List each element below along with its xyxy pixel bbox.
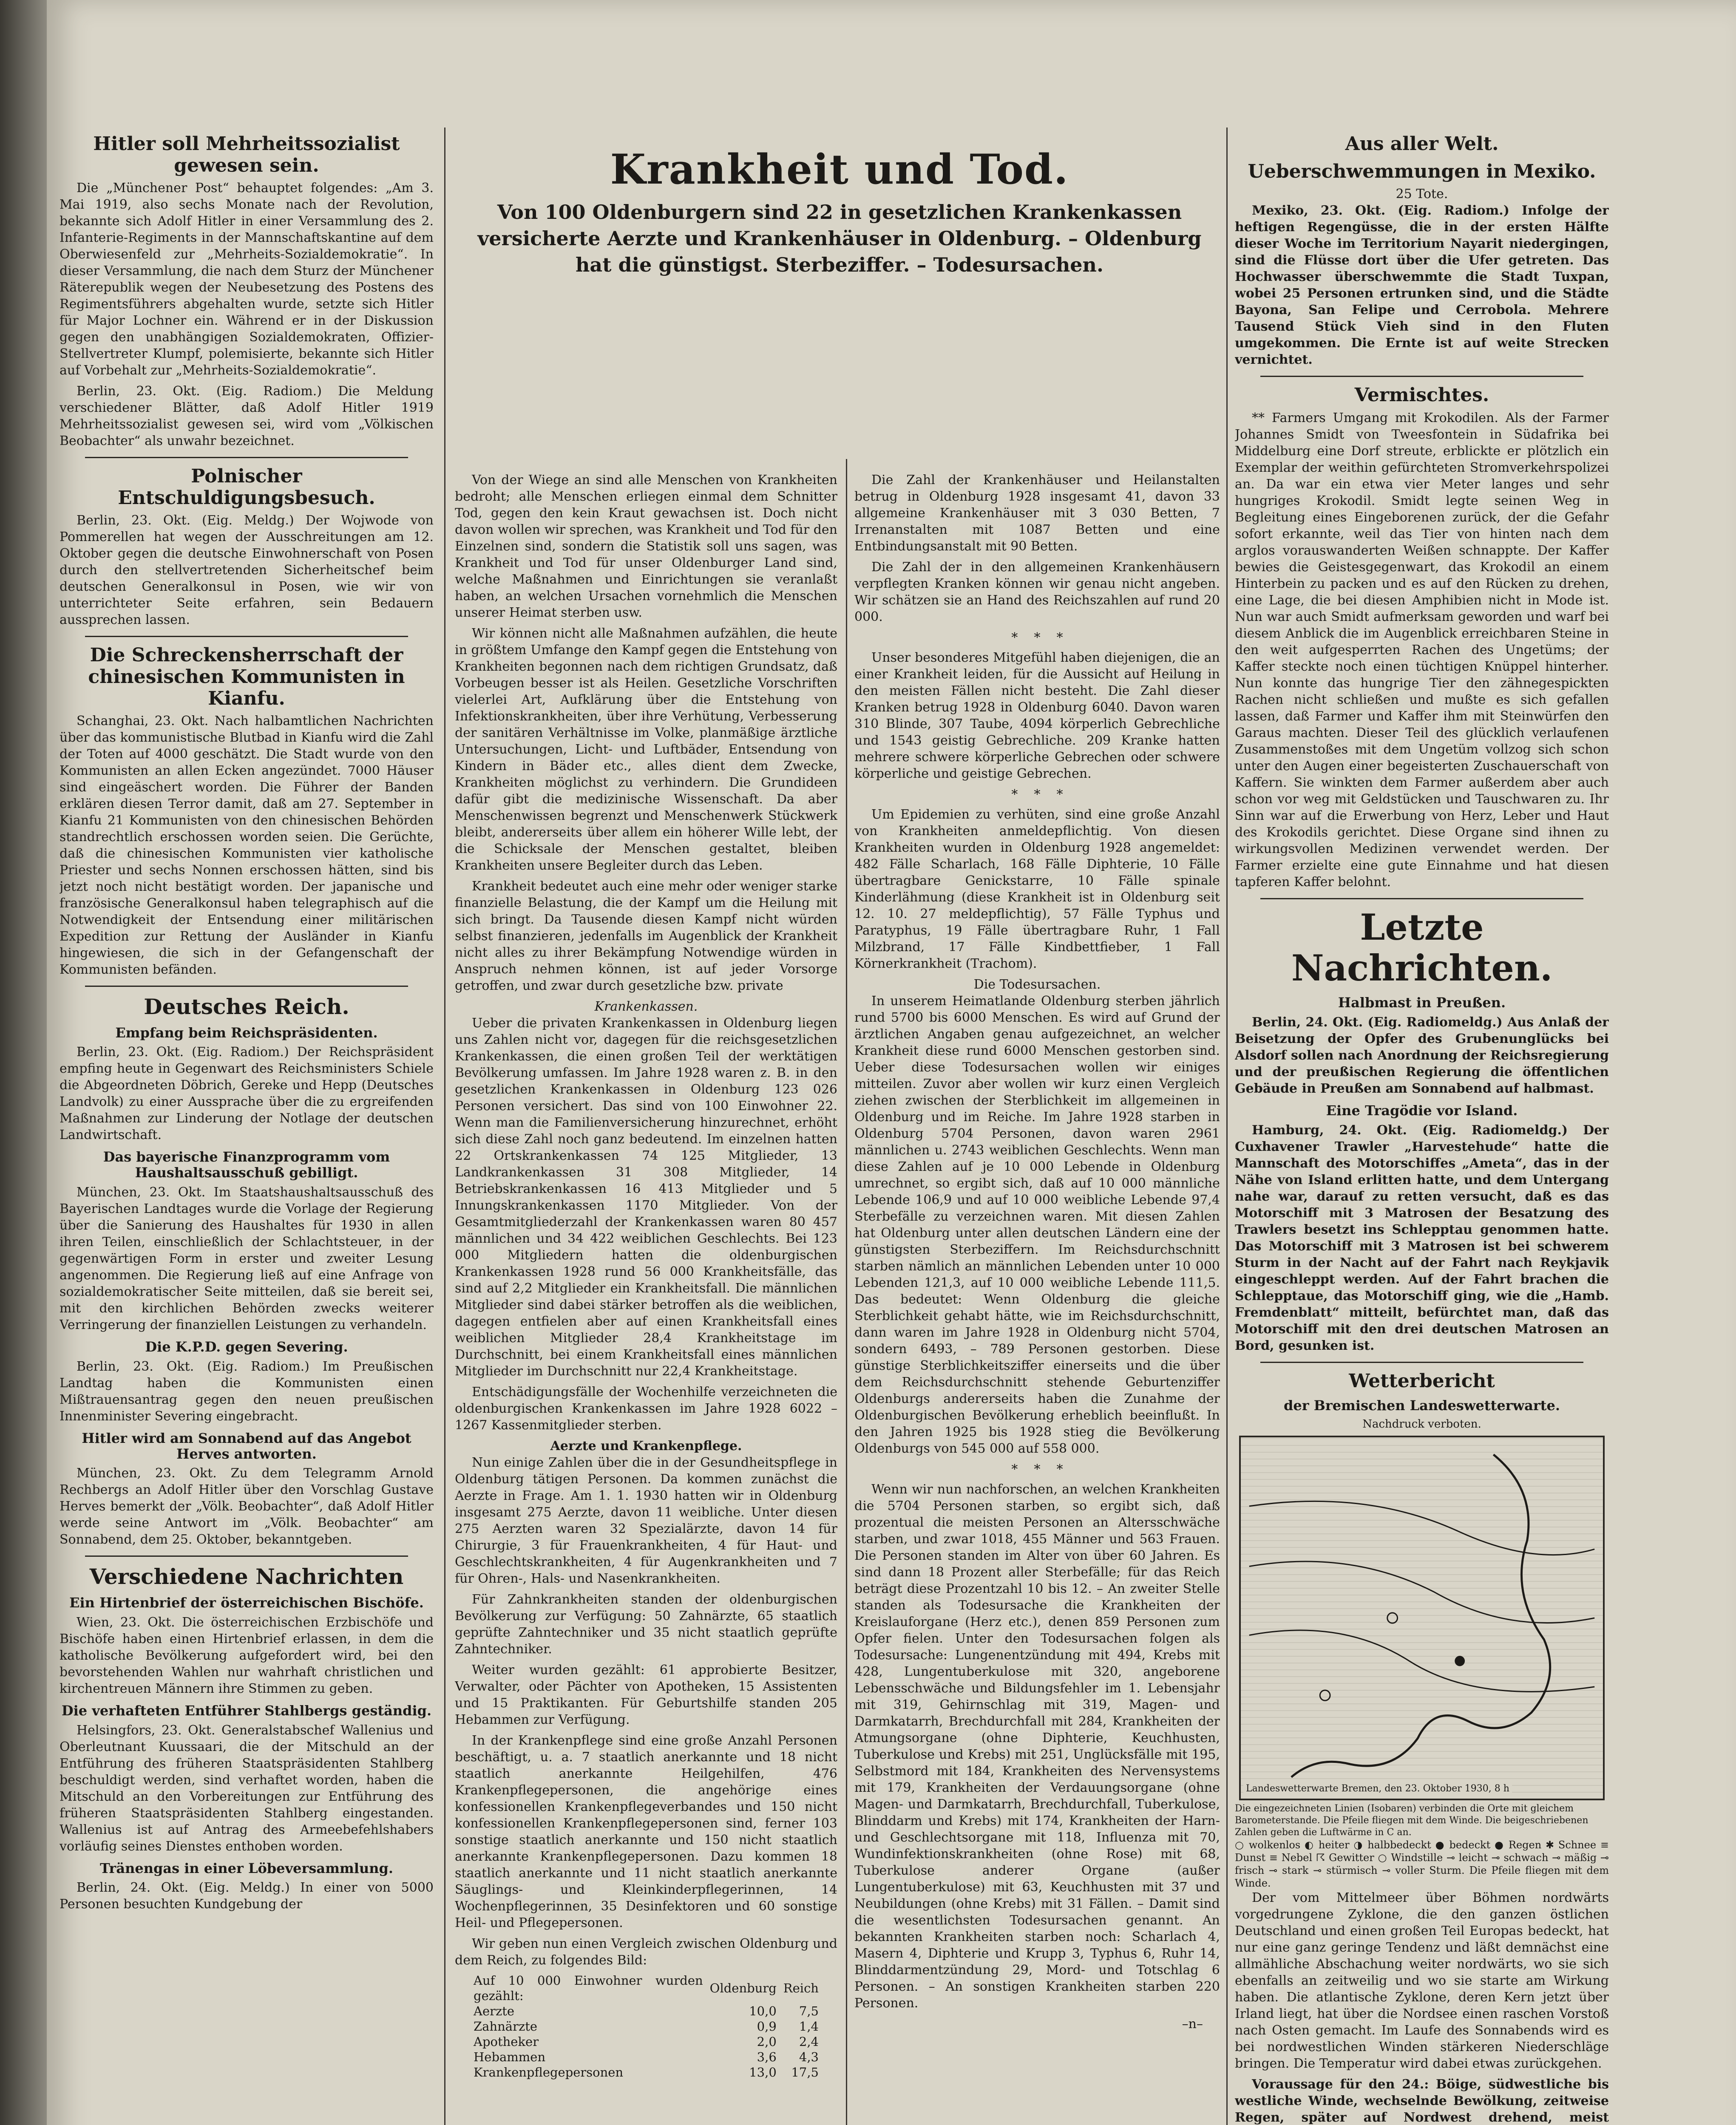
section-title: Letzte Nachrichten. (1291, 906, 1553, 989)
article-text: Ueber die privaten Krankenkassen in Oldenburg liegen uns Zahlen nicht vor, dagegen für die reichsgesetzlichen Krankenkassen, die einen großen Teil der werktätigen Bevölkerung umfassen. Im Jahre 1928 waren z. B. in den gesetzlichen Krankenkassen in Oldenburg 123 026 Personen versichert. Das sind von 100 Einwohner 22. Wenn man die Familienversicherung hinzurechnet, erhöht sich diese Zahl noch ganz bedeutend. Im einzelnen hatten 22 Ortskrankenkassen 74 125 Mitglieder, 13 Landkrankenkassen 31 308 Mitglieder, 14 Betriebskrankenkassen 16 413 Mitglieder und 5 Innungskrankenkassen 1170 Mitglieder. Von der Gesamtmitgliederzahl der Krankenkassen waren 80 457 männlichen und 34 422 weiblichen Geschlechts. Bei 123 000 Mitgliedern hatten die oldenburgischen Krankenkassen 1928 rund 56 000 Krankheitsfälle, das sind auf 2,2 Mitglieder ein Krankheitsfall. Die männlichen Mitglieder sind dabei stärker betroffen als die weiblichen, dagegen entfielen aber auf einen Krankheitsfall eines weiblichen Mitglieder 28,4 Krankheitstage im Durchschnitt, bei einem Krankheitsfall eines männlichen Mitglieder im Durchschnitt nur 22,4 Krankheitstage. (455, 1016, 837, 1379)
table-cell: 1,4 (799, 2019, 819, 2034)
article-text: Wir geben nun einen Vergleich zwischen Oldenburg und dem Reich, zu folgendes Bild: (455, 1936, 837, 1968)
article-text: Von der Wiege an sind alle Menschen von Krankheiten bedroht; alle Menschen erliegen einmal dem Schnitter Tod, gegen den kein Kraut gewachsen ist. Doch nicht davon wollen wir sprechen, was Krankheit und Tod für den Einzelnen sind, sondern die Statistik soll uns sagen, was Krankheit und Tod für unser Oldenburger Land sind, welche Maßnahmen und Einrichtungen sie veranlaßt haben, an welchen Ursachen vornehmlich die Menschen unserer Heimat sterben usw. (455, 473, 837, 620)
article-text: Hamburg, 24. Okt. (Eig. Radiomeldg.) Der Cuxhavener Trawler „Harvestehude“ hatte die Mannschaft des Motorschiffes „Ameta“, das in der Nähe von Island erlitten hatte, und dem Untergang nahe war, darauf zu retten versucht, daß es das Motorschiff mit 3 Matrosen der Besatzung des Trawlers besetzt ins Schlepptau genommen hatte. Das Motorschiff mit 3 Matrosen ist bei schwerem Sturm in der Nacht auf der Fahrt nach Reykjavik eingeschleppt werden. Auf der Fahrt brachen die Schlepptaue, das Motorschiff ging, wie die „Hamb. Fremdenblatt“ mitteilt, befürchtet man, daß das Motorschiff mit den drei deutschen Matrosen an Bord, gesunken ist. (1235, 1122, 1609, 1353)
center-header (459, 140, 1220, 472)
article-text: Wir können nicht alle Maßnahmen aufzählen, die heute in größtem Umfange den Kampf gegen die Entstehung von Krankheiten begonnen nach dem richtigen Grundsatz, daß Vorbeugen besser ist als Heilen. Gesetzliche Vorschriften vielerlei Art, Aufklärung über die Entstehung von Infektionskrankheiten, über ihre Verhütung, Verbesserung der sanitären Verhältnisse im Volke, planmäßige ärztliche Untersuchungen, Licht- und Luftbäder, Entsendung von Kindern in Bäder etc., alles dient dem Zwecke, Krankheiten möglichst zu verhindern. Die Grundideen dafür gibt die medizinische Wissenschaft. Da aber Menschenwissen begrenzt und Menschenwerk Stückwerk bleibt, andererseits über allem ein höherer Wille lebt, der die Schicksale der Menschen gestaltet, bleiben Krankheiten unsere Begleiter durch das Leben. (455, 626, 837, 873)
article-text: Die Zahl der Krankenhäuser und Heilanstalten betrug in Oldenburg 1928 insgesamt 41, davon 33 allgemeine Krankenhäuser mit 3 030 Betten, 7 Irrenanstalten mit 1087 Betten und eine Entbindungsanstalt mit 90 Betten. (854, 473, 1220, 554)
article-text: München, 23. Okt. Im Staatshaushaltsausschuß des Bayerischen Landtages wurde die Vorlage der Regierung über die Sanierung des Haushaltes für 1930 in allen ihren Teilen, einschließlich der Schlachtsteuer, in der gegenwärtigen Form in erster und zweiter Lesung angenommen. Die Regierung ließ auf eine Anfrage von sozialdemokratischer Seite mitteilen, daß sie bereit sei, mit den kirchlichen Behörden zwecks weiterer Verringerung der finanziellen Leistungen zu verhandeln. (60, 1185, 434, 1333)
reprint-note: Nachdruck verboten. (1362, 1417, 1481, 1431)
table-row (470, 2049, 822, 2065)
map-label: Landeswetterwarte Bremen, den 23. Oktober 1930, 8 h (1243, 1780, 1512, 1797)
divider (85, 636, 408, 637)
section-heading: Aerzte und Krankenpflege. (550, 1439, 742, 1454)
article-title: Hitler wird am Sonnabend auf das Angebot Herves antworten. (82, 1430, 411, 1462)
section-title: Wetterbericht (1349, 1370, 1495, 1392)
column-3 (854, 472, 1220, 2125)
column-rule-3 (1226, 128, 1228, 2125)
map-caption: Die eingezeichneten Linien (Isobaren) verbinden die Orte mit gleichem Barometerstande. Die Pfeile fliegen mit dem Winde. Die beigeschriebenen Zahlen geben die Luftwärme in C an. (1235, 1803, 1588, 1838)
column-2 (455, 472, 837, 2125)
article-text: Berlin, 24. Okt. (Eig. Radiomeldg.) Aus Anlaß der Beisetzung der Opfer des Grubenunglücks bei Alsdorf sollen nach Anordnung der Reichsregierung und der preußischen Regierung die öffentlichen Gebäude in Preußen am Sonnabend auf halbmast. (1235, 1014, 1609, 1096)
table-row (470, 2003, 822, 2019)
article-text: Berlin, 23. Okt. (Eig. Radiom.) Die Meldung verschiedener Blätter, daß Adolf Hitler 1919 Mehrheitssozialist gewesen sei, wird vom „Völkischen Beobachter“ als unwahr bezeichnet. (60, 384, 434, 449)
table-cell: 2,0 (757, 2034, 777, 2049)
table-cell: 7,5 (799, 2004, 819, 2018)
table-cell: 3,6 (757, 2050, 777, 2064)
table-row (470, 2019, 822, 2034)
article-subtitle: Ein Hirtenbrief der österreichischen Bischöfe. (69, 1594, 424, 1611)
article-text: Krankheit bedeutet auch eine mehr oder weniger starke finanzielle Belastung, die der Kampf um die Heilung mit sich bringt. Da Tausende diesen Kampf nicht würden selbst finanzieren, jedenfalls im Augenblick der Krankheit nicht alles zu ihrer Bekämpfung Notwendige würden in Anspruch nehmen können, ist auf jeder Vorsorge getroffen, und zwar durch gesetzliche bzw. private (455, 879, 837, 993)
table-cell: 10,0 (749, 2004, 777, 2018)
article-text: Die „Münchener Post“ behauptet folgendes: „Am 3. Mai 1919, also sechs Monate nach der Revolution, bekannte sich Adolf Hitler in einer Versammlung des 2. Infanterie-Regiments in der Mannschaftskantine auf dem Oberwiesenfeld zur „Mehrheits-Sozialdemokratie“. In dieser Versammlung, die nach dem Sturz der Münchener Räterepublik wegen der Neubesetzung des Postens des Regimentsführers abgehalten wurde, setzte sich Hitler für Major Lochner ein. Während er in der Diskussion gegen den unabhängigen Sozialdemokraten, Offizier-Stellvertreter Klumpf, polemisierte, bekannte sich Hitler auf Vorbehalt zur „Mehrheits-Sozialdemokratie“. (60, 181, 434, 378)
map-legend: ○ wolkenlos ◐ heiter ◑ halbbedeckt ● bedeckt ● Regen ✱ Schnee ≡ Dunst ≡ Nebel ☈ Gewitter ○ Windstille ⊸ leicht ⊸ schwach ⊸ mäßig ⊸ frisch ⊸ stark ⊸ stürmisch ⊸ voller Sturm. Die Pfeile fliegen mit dem Winde. (1235, 1839, 1609, 1889)
binding-gutter (0, 0, 47, 2125)
table-row (470, 2034, 822, 2049)
article-text: Berlin, 23. Okt. (Eig. Radiom.) Der Reichspräsident empfing heute in Gegenwart des Reichsministers Schiele die Abgeordneten Döbrich, Gereke und Hepp (Deutsches Landvolk) zu einer Aussprache über die zu ergreifenden Maßnahmen zur Linderung der Notlage der deutschen Landwirtschaft. (60, 1045, 434, 1143)
article-text: Berlin, 23. Okt. (Eig. Radiom.) Im Preußischen Landtag haben die Kommunisten einen Mißtrauensantrag gegen den neuen preußischen Innenminister Severing eingebracht. (60, 1359, 434, 1424)
column-1 (60, 128, 434, 2125)
article-title: Die verhafteten Entführer Stahlbergs geständig. (61, 1702, 432, 1719)
article-title: Eine Tragödie vor Island. (1326, 1102, 1518, 1119)
divider (1260, 376, 1583, 377)
separator-stars: * * * (1011, 630, 1063, 645)
article-title: Das bayerische Finanzprogramm vom Haushaltsausschuß gebilligt. (103, 1149, 390, 1181)
article-text: Entschädigungsfälle der Wochenhilfe verzeichneten die oldenburgischen Krankenkassen im Jahre 1928 6022 – 1267 Kassenmitglieder sterben. (455, 1385, 837, 1433)
article-text: Wien, 23. Okt. Die österreichischen Erzbischöfe und Bischöfe haben einen Hirtenbrief erlassen, in dem die katholische Bevölkerung aufgefordert wird, bei den bevorstehenden Wahlen nur wahrhaft christlichen und kirchentreuen Männern ihre Stimmen zu geben. (60, 1615, 434, 1696)
divider (85, 1556, 408, 1557)
table-cell: 0,9 (757, 2019, 777, 2034)
article-subtitle: Empfang beim Reichspräsidenten. (115, 1024, 378, 1041)
section-heading: Die Todesursachen. (973, 977, 1101, 992)
article-text: Nun einige Zahlen über die in der Gesundheitspflege in Oldenburg tätigen Personen. Da kommen zunächst die Aerzte in Frage. Am 1. 1. 1930 hatten wir in Oldenburg insgesamt 275 Aerzte, davon 11 weibliche. Unter diesen 275 Aerzten waren 32 Spezialärzte, davon 14 für Chirurgie, 3 für Frauenkrankheiten, 4 für Haut- und Geschlechtskrankheiten, 4 für Augenkrankheiten und 7 für Ohren-, Hals- und Nasenkrankheiten. (455, 1455, 837, 1586)
article-text: In unserem Heimatlande Oldenburg sterben jährlich rund 5700 bis 6000 Menschen. Es wird auf Grund der ärztlichen Angaben genau aufgezeichnet, an welcher Krankheit diese rund 6000 Menschen gestorben sind. Ueber diese Todesursachen wollen wir einiges mitteilen. Zuvor aber wollen wir kurz einen Vergleich ziehen zwischen der Sterblichkeit im allgemeinen in Oldenburg und im Reiche. Im Jahre 1928 starben in Oldenburg 5704 Personen, davon waren 2961 männlichen u. 2743 weiblichen Geschlechts. Wenn man diese Zahlen auf je 10 000 Lebende in Oldenburg umrechnet, so ergibt sich, daß auf 10 000 männliche Lebende 106,9 und auf 10 000 weibliche Lebende 97,4 Sterbefälle zu verzeichnen waren. Mit diesen Zahlen hat Oldenburg unter allen deutschen Ländern eine der günstigsten Sterbeziffern. Im Reichsdurchschnitt starben nämlich an männlichen Lebenden unter 10 000 Lebenden 121,3, auf 10 000 weibliche Lebende 111,5. Das bedeutet: Wenn Oldenburg die gleiche Sterblichkeit gehabt hätte, wie im Reichsdurchschnitt, dann waren im Jahre 1928 in Oldenburg nicht 5704, sondern 6493, – 789 Personen gestorben. Diese günstige Sterblichkeitsziffer einerseits und die über dem Reichsdurchschnitt stehende Geburtenziffer Oldenburgs andererseits haben die Zunahme der Oldenburgischen Bevölkerung erheblich beeinflußt. In den Jahren 1925 bis 1928 stieg die Bevölkerung Oldenburgs von 545 000 auf 558 000. (854, 994, 1220, 1456)
article-text: Mexiko, 23. Okt. (Eig. Radiom.) Infolge der heftigen Regengüsse, die in der ersten Hälfte dieser Woche im Territorium Nayarit niedergingen, sind die Flüsse dort über die Ufer getreten. Das Hochwasser überschwemmte die Stadt Tuxpan, wobei 25 Personen ertrunken sind, und die Städte Bayona, San Felipe und Cerrobola. Mehrere Tausend Stück Vieh sind in den Fluten umgekommen. Die Ernte ist auf weite Strecken vernichtet. (1235, 203, 1609, 368)
section-heading: Krankenkassen. (594, 999, 698, 1014)
column-4 (1235, 128, 1609, 2125)
article-text: Berlin, 23. Okt. (Eig. Meldg.) Der Wojwode von Pommerellen hat wegen der Ausschreitungen am 12. Oktober gegen die deutsche Einwohnerschaft von Posen durch den stellvertretenden Sicherheitschef beim deutschen Generalkonsul in Posen, wie wir von unterrichteter Seite erfahren, sein Bedauern aussprechen lassen. (60, 513, 434, 628)
table-cell: Krankenpflegepersonen (474, 2065, 624, 2080)
author-sign: –n– (1182, 2017, 1203, 2032)
article-text: Schanghai, 23. Okt. Nach halbamtlichen Nachrichten über das kommunistische Blutbad in Kianfu wird die Zahl der Toten auf 4000 geschätzt. Die Stadt wurde von den Kommunisten an allen Ecken angezündet. 7000 Häuser sind eingeäschert worden. Die Führer der Banden erklären diesen Terror damit, daß am 27. September in Kianfu 21 Kommunisten von den chinesischen Behörden standrechtlich erschossen worden seien. Die Gerüchte, daß die chinesischen Kommunisten vier katholische Priester und sechs Nonnen erschossen hätten, sind bis jetzt noch nicht bestätigt worden. Der japanische und französische Generalkonsul haben telegraphisch auf die Notwendigkeit der Entsendung einer militärischen Expedition zur Rettung der Ausländer in Kianfu hingewiesen, die sich in der Gefangenschaft der Kommunisten befänden. (60, 714, 434, 978)
divider (85, 986, 408, 987)
separator-stars: * * * (1011, 787, 1063, 802)
section-title: Vermischtes. (1354, 384, 1489, 406)
article-title: Hitler soll Mehrheitssozialist gewesen sein. (93, 133, 400, 176)
article-title: Polnischer Entschuldigungsbesuch. (118, 465, 375, 509)
article-text: Unser besonderes Mitgefühl haben diejenigen, die an einer Krankheit leiden, für die Aussicht auf Heilung in den meisten Fällen nicht besteht. Die Zahl dieser Kranken betrug 1928 in Oldenburg 6040. Davon waren 310 Blinde, 307 Taube, 4094 körperlich Gebrechliche und 1543 geistig Gebrechliche. 209 Kranke hatten mehrere schwere körperliche Gebrechen oder schwere körperliche und geistige Gebrechen. (854, 650, 1220, 781)
table-cell: 17,5 (791, 2065, 819, 2080)
article-text: Voraussage für den 24.: Böige, südwestliche bis westliche Winde, wechselnde Bewölkung, zeitweise Regen, später auf Nordwest drehend, meist (1235, 2077, 1609, 2125)
article-text: Für Zahnkrankheiten standen der oldenburgischen Bevölkerung zur Verfügung: 50 Zahnärzte, 65 staatlich geprüfte Zahntechniker und 35 nicht staatlich geprüfte Zahntechniker. (455, 1592, 837, 1657)
section-title: Verschiedene Nachrichten (89, 1564, 404, 1590)
station-mark (1455, 1656, 1465, 1666)
section-title: Aus aller Welt. (1345, 133, 1499, 155)
article-text: Berlin, 24. Okt. (Eig. Meldg.) In einer von 5000 Personen besuchten Kundgebung der (60, 1880, 434, 1912)
article-text: ** Farmers Umgang mit Krokodilen. Als der Farmer Johannes Smidt von Tweesfontein in Südafrika bei Middelburg eine Dorf streute, erblickte er plötzlich ein Exemplar der weithin gefürchteten Stromverkehrspolizei an. Da war ein etwa vier Meter langes und sehr hungriges Krokodil. Smidt legte seinen Weg in Begleitung eines Eingeborenen zurück, der die Gefahr sofort erkannte, weil das Tier von hinten nach dem arglos vorauswanderten Weißen schnappte. Der Kaffer bewies die Geistesgegenwart, das Krokodil an einem Hinterbein zu packen und es auf den Rücken zu drehen, eine Lage, die bei diesen Amphibien nicht in Mode ist. Nun war auch Smidt aufmerksam geworden und warf bei diesem Anblick die im Augenblick erreichbaren Steine in den weit aufgesperrten Rachen des Ungetüms; der Kaffer steckte noch einen tüchtigen Knüppel hinterher. Nun konnte das hungrige Tier den zähnegespickten Rachen nicht schließen und mußte es sich gefallen lassen, daß Farmer und Kaffer ihm mit Steinwürfen den Garaus machten. Dieser Teil des glücklich verlaufenen Zusammenstoßes mit dem Ungetüm vollzog sich schon unter den Augen einer begeisterten Zuschauerschaft von Kaffern. Sie winkten dem Farmer außerdem aber auch schon vor weg mit Geldstücken und Tauschwaren zu. Ihr Sinn war auf die Erwerbung von Herz, Leber und Haut des Krokodils gerichtet. Diese Organe sind ihnen zu wirkungsvollen Medizinen verwendet werden. Der Farmer erzielte eine gute Einnahme und hat diesen tapferen Kaffer belohnt. (1235, 410, 1609, 890)
comparison-table (470, 1973, 822, 2080)
table-header: Auf 10 000 Einwohner wurden gezählt: (474, 1973, 703, 2003)
column-rule-2 (846, 459, 847, 2125)
article-subtitle: Halbmast in Preußen. (1338, 994, 1506, 1011)
table-cell: 13,0 (749, 2065, 777, 2080)
article-text: In der Krankenpflege sind eine große Anzahl Personen beschäftigt, u. a. 7 staatlich anerkannte und 18 nicht staatlich anerkannte Heilgehilfen, 476 Krankenpflegepersonen, die angehörige eines konfessionellen Krankenpflegeverbandes und 150 nicht konfessionellen Krankenpflegepersonen sind, ferner 103 sonstige staatlich anerkannte und 150 nicht staatlich anerkannte Krankenpflegepersonen. Dazu kommen 18 staatlich anerkannte und 11 nicht staatlich anerkannte Säuglings- und Kleinkinderpflegerinnen, 14 Wochenpflegerinnen, 35 Desinfektoren und 60 sonstige Heil- und Pflegepersonen. (455, 1733, 837, 1930)
separator-stars: * * * (1011, 1462, 1063, 1477)
station-mark (1387, 1613, 1398, 1623)
section-title: Deutsches Reich. (144, 994, 349, 1020)
table-cell: Zahnärzte (474, 2019, 538, 2034)
article-text: Die Zahl der in den allgemeinen Krankenhäusern verpflegten Kranken können wir genau nicht angeben. Wir schätzen sie an Hand des Reichszahlen auf rund 20 000. (854, 560, 1220, 624)
table-header: Reich (783, 1981, 819, 1995)
divider (1260, 898, 1583, 899)
article-text: Um Epidemien zu verhüten, sind eine große Anzahl von Krankheiten anmeldepflichtig. Von diesen Krankheiten wurden in Oldenburg 1928 angemeldet: 482 Fälle Scharlach, 168 Fälle Diphterie, 10 Fälle übertragbare Genickstarre, 10 Fälle spinale Kinderlähmung (diese Krankheit ist in Oldenburg seit 12. 10. 27 meldepflichtig), 57 Fälle Typhus und Paratyphus, 19 Fälle übertragbare Ruhr, 1 Fall Milzbrand, 17 Fälle Kindbettfieber, 1 Fall Körnerkrankheit (Trachom). (854, 807, 1220, 971)
weather-map (1239, 1436, 1605, 1800)
column-rule-1 (444, 128, 445, 2125)
isobar-line (1249, 1561, 1594, 1623)
article-title: Die Schreckensherrschaft der chinesischen Kommunisten in Kianfu. (88, 644, 405, 709)
table-cell: Aerzte (474, 2004, 515, 2018)
article-text: Der vom Mittelmeer über Böhmen nordwärts vorgedrungene Zyklone, die den ganzen östlichen Deutschland und einen großen Teil Europas bedeckt, hat nur eine ganz geringe Tendenz und läßt demnächst eine allmähliche Abschachung weiter nordwärts, wo sie sich ebenfalls an zeitweilig und wo sie starte am Wirkung haben. Die atlantische Zyklone, deren Kern jetzt über Irland liegt, hat über die Nordsee einen raschen Vorstoß nach Osten gemacht. Im Laufe des Sonnabends wird es bei nordwestlichen Winden stärkeren Niederschläge bringen. Die Temperatur wird dabei etwas zurückgehen. (1235, 1890, 1609, 2071)
article-text: Wenn wir nun nachforschen, an welchen Krankheiten die 5704 Personen starben, so ergibt sich, daß prozentual die meisten Personen an Altersschwäche starben, und zwar 1018, 455 Männer und 563 Frauen. Die Personen standen im Alter von über 60 Jahren. Es sind dann 18 Prozent aller Sterbefälle; für das Reich beträgt diese Prozentzahl 10 bis 12. – An zweiter Stelle standen als Todesursache die Krankheiten der Kreislauforgane (Herz etc.), denen 859 Personen zum Opfer fielen. Unter den Todesursachen folgen als Todesursache: Lungenentzündung mit 494, Krebs mit 428, Lungentuberkulose mit 320, angeborene Lebensschwäche und Bildungsfehler im 1. Lebensjahr mit 319, Gehirnschlag mit 319, Magen- und Darmkatarrh, Brechdurchfall mit 284, Krankheiten der Atmungsorgane (ohne Diphterie, Keuchhusten, Tuberkulose und Krebs) mit 251, Unglücksfälle mit 195, Selbstmord mit 184, Krankheiten des Nervensystems mit 179, Krankheiten der Verdauungsorgane (ohne Magen- und Darmkatarrh, Brechdurchfall, Tuberkulose, Blinddarm und Krebs) mit 174, Krankheiten der Harn- und Geschlechtsorgane mit 118, Influenza mit 70, Wundinfektionskrankheiten (ohne Rose) mit 68, Tuberkulose anderer Organe (außer Lungentuberkulose) mit 63, Keuchhusten mit 37 und Neubildungen (ohne Krebs) mit 31 Fällen. – Damit sind die wesentlichsten Todesursachen genannt. An bekannten Krankheiten starben noch: Scharlach 4, Masern 4, Diphterie und Krupp 3, Typhus 6, Ruhr 14, Blinddarmentzündung 29, Mord- und Totschlag 6 Personen. – An sonstigen Krankheiten starben 220 Personen. (854, 1482, 1220, 2011)
table-cell: 4,3 (799, 2050, 819, 2064)
article-subtitle: 25 Tote. (1396, 187, 1448, 202)
table-row (470, 2065, 822, 2080)
article-text: Weiter wurden gezählt: 61 approbierte Besitzer, Verwalter, oder Pächter von Apotheken, 15 Assistenten und 15 Praktikanten. Für Geburtshilfe standen 205 Hebammen zur Verfügung. (455, 1663, 837, 1727)
article-text: Helsingfors, 23. Okt. Generalstabschef Wallenius und Oberleutnant Kuussaari, die der Mitschuld an der Entführung des früheren Staatspräsidenten Stahlberg beschuldigt werden, sind verhaftet worden, haben die Mitschuld an den Vorbereitungen zur Entführung des früheren Staatspräsidenten Stahlberg eingestanden. Wallenius ist auf Antrag des Armeebefehlshabers vorläufig seines Dienstes enthoben worden. (60, 1723, 434, 1854)
article-text: München, 23. Okt. Zu dem Telegramm Arnold Rechbergs an Adolf Hitler über den Vorschlag Gustave Herves bemerkt der „Völk. Beobachter“, daß Adolf Hitler werde seine Antwort im „Völk. Beobachter“ am Sonnabend, dem 25. Oktober, bekanntgeben. (60, 1466, 434, 1547)
table-cell: Hebammen (474, 2050, 546, 2064)
station-mark (1320, 1690, 1330, 1700)
isobar-line (1249, 1501, 1594, 1555)
article-title: Die K.P.D. gegen Severing. (145, 1339, 348, 1355)
table-cell: Apotheker (474, 2034, 539, 2049)
article-title: Ueberschwemmungen in Mexiko. (1248, 160, 1596, 182)
table-cell: 2,4 (799, 2034, 819, 2049)
main-headline: Krankheit und Tod. (610, 145, 1069, 193)
table-header-row (470, 1973, 822, 2003)
coastline (1291, 1454, 1550, 1777)
table-header: Oldenburg (709, 1981, 777, 1995)
divider (1260, 1362, 1583, 1363)
divider (85, 457, 408, 458)
weather-map-image (1241, 1437, 1603, 1799)
main-subheadline: Von 100 Oldenburgern sind 22 in gesetzlichen Krankenkassen versicherte Aerzte und Krankenhäuser in Oldenburg. – Oldenburg hat die günstigst. Sterbeziffer. – Todesursachen. (477, 201, 1202, 277)
article-subtitle: der Bremischen Landeswetterwarte. (1284, 1397, 1560, 1414)
article-title: Tränengas in einer Löbeversammlung. (100, 1860, 393, 1876)
